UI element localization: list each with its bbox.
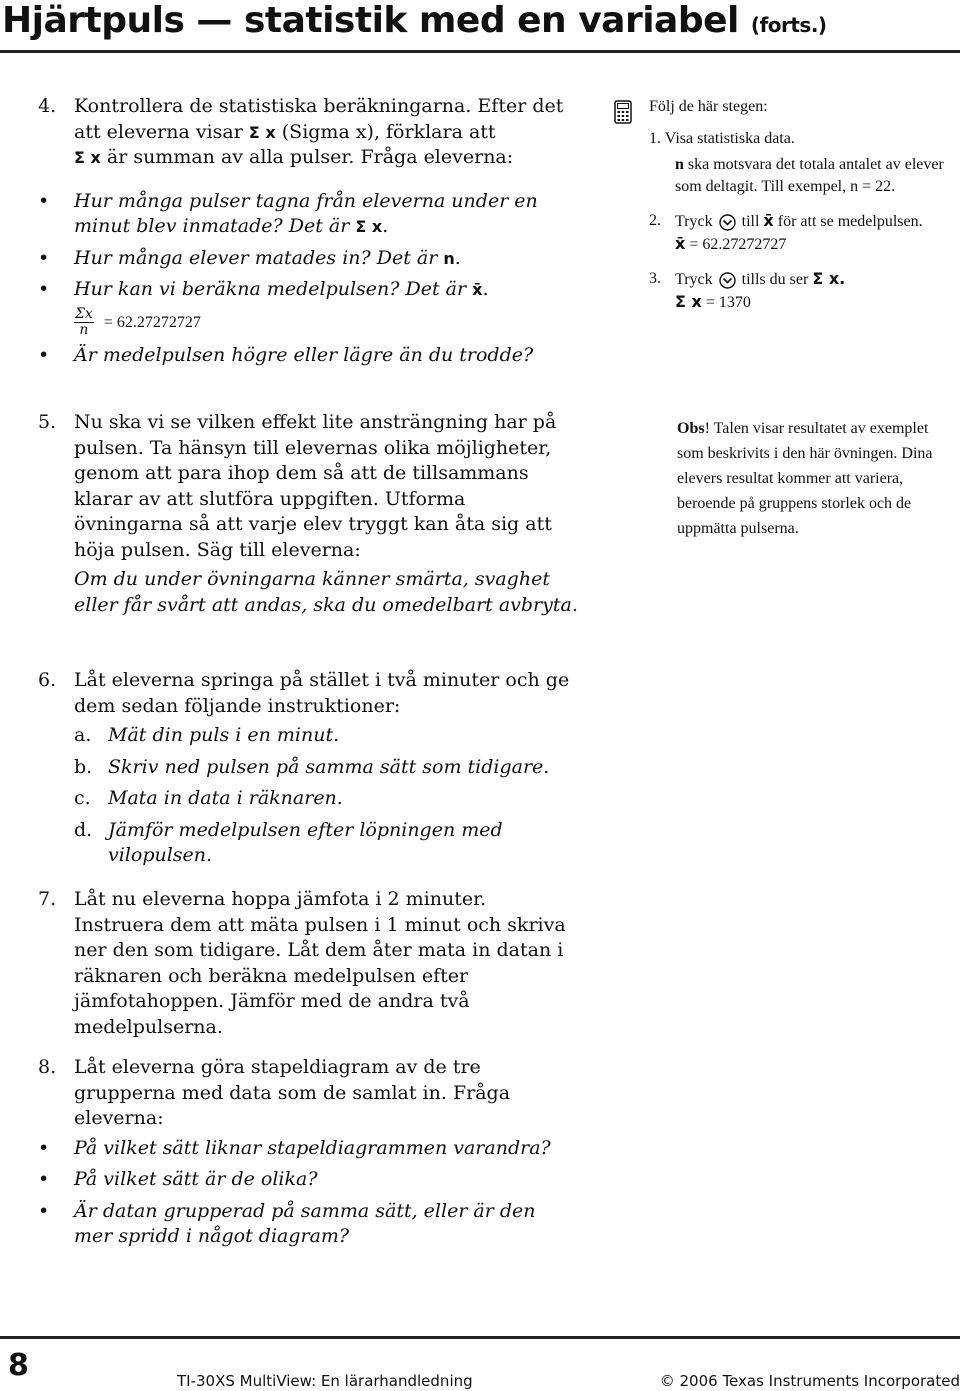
item-8-text: Låt eleverna göra stapeldiagram av de tre grupperna med data som de samlat in. Fråga eleverna: bbox=[74, 1056, 511, 1129]
bullet-item: • Hur kan vi beräkna medelpulsen? Det är x̄. bbox=[38, 278, 489, 300]
down-arrow-key-icon bbox=[719, 272, 736, 289]
note-text: ! Talen visar resultatet av exemplet som beskrivits i den här övningen. Dina elevers resultat kommer att variera, beroende på gruppens storlek och de uppmätta pulserna. bbox=[677, 420, 933, 537]
bullet-item: • Är datan grupperad på samma sätt, eller är den mer spridd i något diagram? bbox=[38, 1199, 536, 1247]
substep bbox=[74, 818, 578, 869]
sigma-x-symbol: Σ x bbox=[74, 148, 101, 167]
item-4-text-c: är summan av alla pulser. Fråga eleverna: bbox=[106, 146, 514, 168]
bullet-item: • På vilket sätt är de olika? bbox=[38, 1168, 318, 1190]
substep-text: Mata in data i räknaren. bbox=[108, 787, 343, 809]
page-number: 8 bbox=[8, 1348, 29, 1383]
item-6-text: Låt eleverna springa på stället i två minuter och ge dem sedan följande instruktioner: bbox=[74, 669, 570, 717]
substep-text: Mät din puls i en minut. bbox=[108, 724, 340, 746]
item-4-text-a: Kontrollera de statistiska beräkningarna. Efter det att eleverna visar bbox=[74, 95, 564, 143]
step-1-detail bbox=[675, 154, 954, 198]
bullet-text: Är datan grupperad på samma sätt, eller är den mer spridd i något diagram? bbox=[74, 1199, 536, 1247]
x-bar-symbol: x̄ bbox=[675, 234, 686, 253]
bullet-text: På vilket sätt liknar stapeldiagrammen varandra? bbox=[74, 1136, 551, 1159]
mean-formula bbox=[74, 303, 578, 343]
bullet-text: På vilket sätt är de olika? bbox=[74, 1168, 318, 1190]
step-number: 3. bbox=[649, 270, 661, 287]
step-detail-text: ska motsvara det totala antalet av elever som deltagit. Till exempel, n = 22. bbox=[675, 156, 944, 195]
item-number: 5. bbox=[38, 411, 57, 433]
item-7-text: Låt nu eleverna hoppa jämfota i 2 minuter. Instruera dem att mäta pulsen i 1 minut och skriva ner den som tidigare. Låt dem åter mata in datan i räknaren och beräkna medelpulsen efter jämfotahoppen. Jämför med de andra två medelpulserna. bbox=[74, 888, 566, 1038]
x-bar-symbol: x̄ bbox=[472, 280, 483, 299]
formula-numerator: Σx bbox=[75, 306, 93, 322]
page-title bbox=[2, 0, 952, 41]
down-arrow-key-icon bbox=[719, 214, 736, 231]
item-number: 8. bbox=[38, 1056, 57, 1078]
substep-letter: a. bbox=[74, 724, 92, 746]
bullet-item: • På vilket sätt liknar stapeldiagrammen varandra? bbox=[38, 1136, 551, 1159]
n-symbol: n bbox=[675, 156, 684, 173]
steps-heading: Följ de här stegen: bbox=[649, 98, 768, 115]
bullet-text: Hur många pulser tagna från eleverna under en minut blev inmatade? Det är bbox=[74, 189, 538, 237]
bullet-item: • Hur många elever matades in? Det är n. bbox=[38, 246, 461, 269]
item-5 bbox=[38, 410, 578, 618]
item-number: 6. bbox=[38, 669, 57, 691]
item-number: 7. bbox=[38, 888, 57, 910]
note-box bbox=[677, 416, 947, 541]
footer-rule bbox=[0, 1336, 960, 1339]
step-text: till bbox=[741, 213, 760, 230]
item-number: 4. bbox=[38, 95, 57, 117]
step-text: för att se medelpulsen. bbox=[777, 213, 923, 230]
step-number: 1. bbox=[649, 130, 661, 147]
item-4-text-b: (Sigma x), förklara att bbox=[281, 120, 496, 143]
item-7 bbox=[38, 887, 578, 1040]
formula-value: = 62.27272727 bbox=[103, 313, 201, 331]
item-8 bbox=[38, 1055, 578, 1250]
title-suffix: (forts.) bbox=[750, 13, 827, 37]
sigma-x-symbol: Σ x bbox=[355, 217, 383, 236]
substep-text: Skriv ned pulsen på samma sätt som tidigare. bbox=[108, 755, 550, 778]
calculator-steps-sidebar bbox=[614, 96, 954, 314]
substep-list bbox=[74, 723, 578, 869]
n-symbol: n bbox=[443, 248, 455, 268]
bullet-text: Hur många elever matades in? Det är bbox=[74, 246, 438, 269]
substep-letter: c. bbox=[74, 787, 91, 809]
substep bbox=[74, 786, 578, 812]
bullet-item: • Är medelpulsen högre eller lägre än du trodde? bbox=[38, 343, 534, 366]
bullet-item: • Hur många pulser tagna från eleverna under en minut blev inmatade? Det är Σ x. bbox=[38, 189, 538, 237]
page-footer bbox=[0, 1336, 960, 1391]
bullet-text: Hur kan vi beräkna medelpulsen? Det är bbox=[74, 278, 467, 300]
substep bbox=[74, 755, 578, 781]
step-2 bbox=[649, 210, 954, 256]
formula-denominator: n bbox=[79, 322, 89, 338]
substep-letter: b. bbox=[74, 755, 93, 778]
item-5-text: Nu ska vi se vilken effekt lite ansträngning har på pulsen. Ta hänsyn till elevernas olika möjligheter, genom att para ihop dem så att de tillsammans klarar av att slutföra uppgiften. Utforma övningarna så att varje elev tryggt kan åta sig att höja pulsen. Säg till eleverna: bbox=[74, 411, 557, 561]
item-6 bbox=[38, 668, 578, 869]
item-4 bbox=[38, 94, 578, 368]
mean-value: = 62.27272727 bbox=[689, 236, 787, 253]
substep-text: Jämför medelpulsen efter löpningen med vilopulsen. bbox=[108, 818, 503, 866]
item-4-intro bbox=[74, 94, 578, 171]
step-text: tills du ser bbox=[741, 271, 809, 288]
copyright: © 2006 Texas Instruments Incorporated bbox=[659, 1372, 960, 1390]
note-label: Obs bbox=[677, 420, 705, 437]
step-3 bbox=[649, 268, 954, 314]
bullet-text: Är medelpulsen högre eller lägre än du trodde? bbox=[74, 343, 534, 366]
guide-title: TI-30XS MultiView: En lärarhandledning bbox=[177, 1372, 473, 1390]
sigma-x-symbol: Σ x. bbox=[812, 269, 846, 288]
x-bar-symbol: x̄ bbox=[763, 211, 774, 230]
step-1 bbox=[649, 128, 954, 150]
title-text: Hjärtpuls — statistik med en variabel bbox=[2, 0, 739, 41]
sum-value: = 1370 bbox=[705, 294, 751, 311]
step-text: Tryck bbox=[675, 213, 713, 230]
sigma-x-symbol: Σ x bbox=[248, 122, 276, 142]
calculator-icon bbox=[614, 100, 632, 124]
title-rule bbox=[0, 50, 960, 53]
safety-instruction: Om du under övningarna känner smärta, svaghet eller får svårt att andas, ska du omedelbart avbryta. bbox=[74, 568, 578, 616]
substep bbox=[74, 723, 578, 749]
step-text: Tryck bbox=[675, 271, 713, 288]
step-number: 2. bbox=[649, 212, 661, 229]
substep-letter: d. bbox=[74, 818, 93, 841]
sigma-x-symbol: Σ x bbox=[675, 292, 702, 311]
step-text: Visa statistiska data. bbox=[664, 130, 795, 147]
